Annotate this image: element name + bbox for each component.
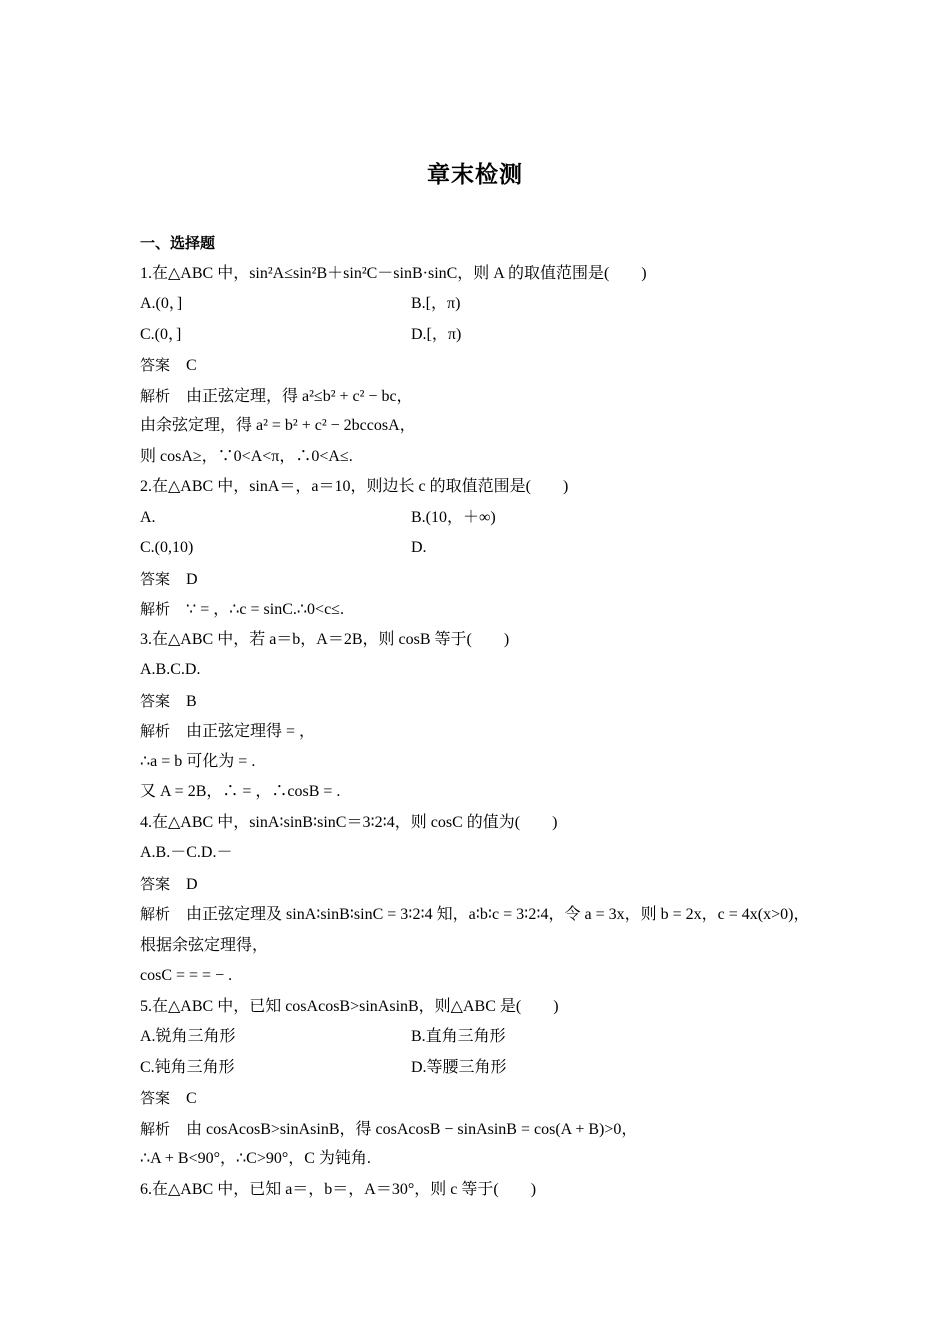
question-1-option-d: D.[，π): [411, 325, 462, 343]
question-5-option-c: C.钝角三角形: [140, 1058, 235, 1076]
question-5-options-row-2: [140, 1053, 810, 1084]
analysis-label: 解析: [140, 722, 171, 740]
question-1-stem: 1.在△ABC 中，sin²A≤sin²B＋sin²C－sinB·sinC，则 A 的取值范围是( ): [140, 264, 647, 282]
question-4-answer-value: D: [186, 875, 198, 893]
question-1-analysis-text-1: 由正弦定理，得 a²≤b² + c² − bc，: [186, 387, 413, 405]
answer-label: 答案: [140, 1089, 171, 1107]
question-3-answer: [140, 686, 810, 717]
question-2-options-row-1: [140, 503, 810, 534]
question-6-stem: 6.在△ABC 中，已知 a＝，b＝，A＝30°，则 c 等于( ): [140, 1180, 537, 1198]
analysis-label: 解析: [140, 386, 171, 405]
document-body: [140, 228, 810, 1205]
question-5-option-b: B.直角三角形: [411, 1028, 506, 1045]
question-4-analysis-2: cosC = = = − .: [140, 967, 233, 984]
question-2-options-row-2: [140, 533, 810, 564]
question-3-options: A.B.C.D.: [140, 661, 201, 678]
question-3-analysis-text-1: 由正弦定理得 = ，: [186, 723, 316, 740]
question-3-stem: 3.在△ABC 中，若 a＝b，A＝2B，则 cosB 等于( ): [140, 630, 510, 648]
question-1-analysis-1: [140, 381, 810, 412]
question-5-analysis-text-1: 由 cosAcosB>sinAsinB，得 cosAcosB − sinAsinB = cos(A + B)>0，: [186, 1120, 638, 1138]
analysis-label: 解析: [140, 905, 171, 923]
question-4-answer: [140, 869, 810, 900]
question-1-answer: [140, 350, 810, 381]
question-5-options-row-1: [140, 1022, 810, 1053]
question-1-answer-value: C: [186, 357, 197, 374]
question-2-option-b: B.(10，＋∞): [411, 508, 496, 526]
question-1-options-row-2: [140, 320, 810, 351]
question-5-stem: 5.在△ABC 中，已知 cosAcosB>sinAsinB，则△ABC 是( ): [140, 997, 559, 1015]
question-3-analysis-2: ∴a = b 可化为 = .: [140, 752, 256, 770]
page-title: 章末检测: [427, 162, 523, 188]
question-2-analysis-1: [140, 594, 810, 625]
question-1-analysis-2: 由余弦定理，得 a² = b² + c² − 2bccosA，: [140, 417, 416, 434]
question-1-options-row-1: [140, 289, 810, 320]
question-5-option-d: D.等腰三角形: [411, 1058, 507, 1076]
question-4-stem: 4.在△ABC 中，sinA∶sinB∶sinC＝3∶2∶4，则 cosC 的值为( ): [140, 813, 558, 831]
question-4-analysis-1: [140, 899, 810, 961]
question-5-answer-value: C: [186, 1090, 197, 1107]
question-2-option-d: D.: [411, 539, 427, 556]
answer-label: 答案: [140, 356, 171, 374]
answer-label: 答案: [140, 874, 171, 893]
answer-label: 答案: [140, 569, 171, 588]
question-3-answer-value: B: [186, 692, 197, 710]
question-3-analysis-1: [140, 716, 810, 747]
question-2-answer: [140, 564, 810, 595]
question-5-answer: [140, 1083, 810, 1114]
question-5-analysis-1: [140, 1114, 810, 1145]
analysis-label: 解析: [140, 1119, 171, 1138]
question-3-analysis-3: 又 A = 2B，∴ = ，∴cosB = .: [140, 783, 341, 800]
question-2-analysis-text-1: ∵ = ，∴c = sinC.∴0<c≤.: [186, 601, 344, 618]
analysis-label: 解析: [140, 600, 171, 618]
question-1-analysis-3: 则 cosA≥，∵0<A<π，∴0<A≤.: [140, 447, 353, 465]
question-1-option-b: B.[，π): [411, 295, 461, 312]
question-2-stem: 2.在△ABC 中，sinA＝，a＝10，则边长 c 的取值范围是( ): [140, 478, 569, 495]
question-2-option-c: C.(0,10): [140, 539, 194, 556]
question-4-analysis-text-1: 由正弦定理及 sinA∶sinB∶sinC = 3∶2∶4 知，a∶b∶c = 3∶2∶4，令 a = 3x，则 b = 2x，c = 4x(x>0)，根据余弦定理得，: [140, 906, 810, 954]
answer-label: 答案: [140, 691, 171, 710]
question-5-analysis-2: ∴A + B<90°，∴C>90°，C 为钝角.: [140, 1150, 371, 1167]
question-2-answer-value: D: [186, 570, 198, 588]
question-5-option-a: A.锐角三角形: [140, 1028, 236, 1045]
question-1-option-c: C.(0，]: [140, 325, 182, 343]
section-heading: 一、选择题: [140, 234, 216, 252]
question-2-option-a: A.: [140, 508, 156, 526]
question-4-options: A.B.－C.D.－: [140, 844, 233, 861]
question-1-option-a: A.(0，]: [140, 295, 183, 312]
